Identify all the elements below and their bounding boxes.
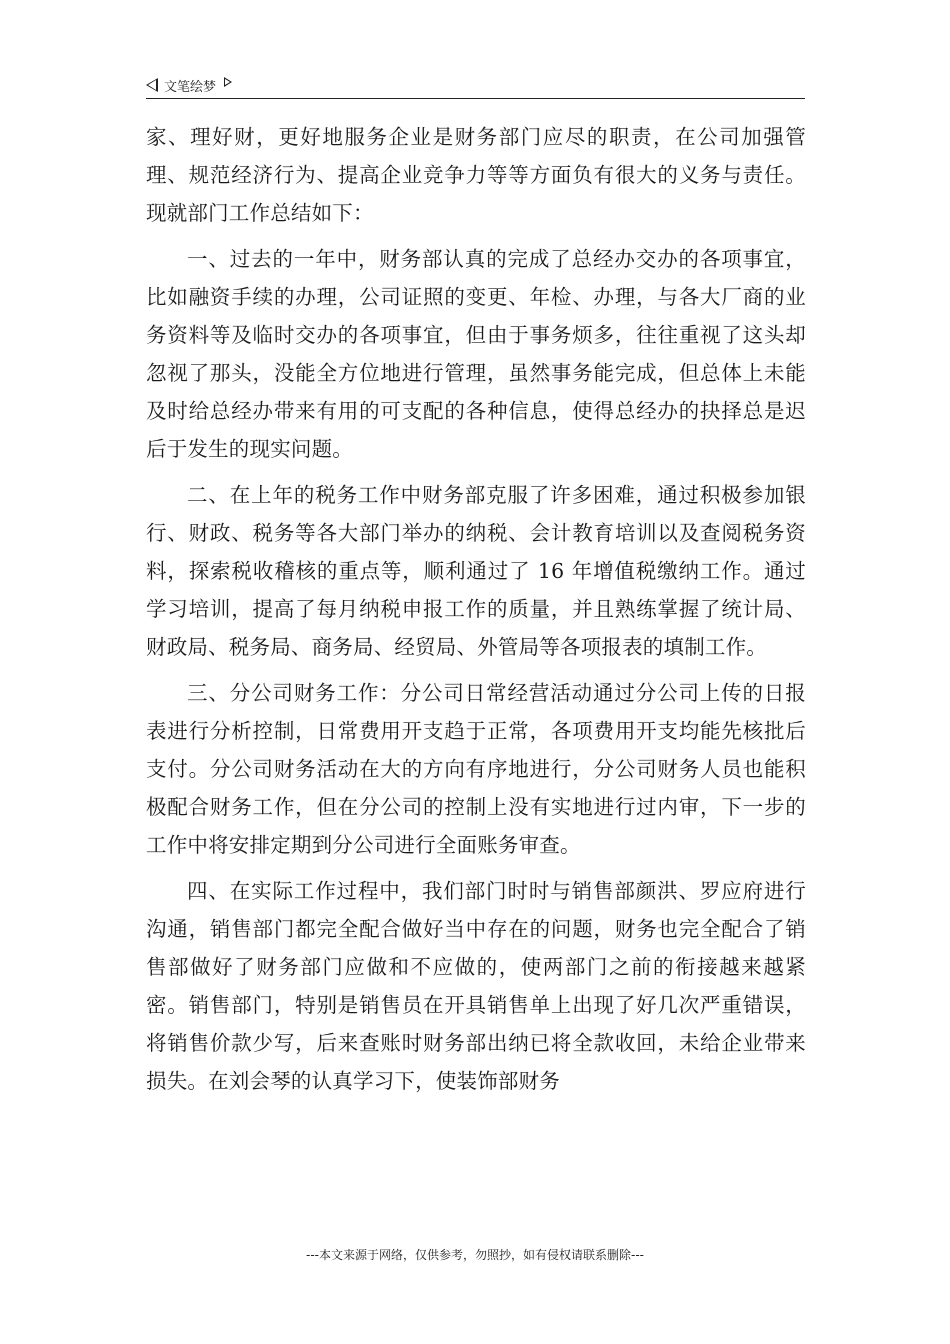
page-header <box>146 72 805 99</box>
triangle-left-icon <box>146 78 158 92</box>
paragraph-section-4: 四、在实际工作过程中，我们部门时时与销售部颜洪、罗应府进行沟通，销售部门都完全配合做好当中存在的问题，财务也完全配合了销售部做好了财务部门应做和不应做的，使两部门之前的衔接越来越紧密。销售部门，特别是销售员在开具销售单上出现了好几次严重错误，将销售价款少写，后来查账时财务部出纳已将全款收回，未给企业带来损失。在刘会琴的认真学习下，使装饰部财务 <box>146 879 806 1093</box>
document-body <box>146 118 806 1108</box>
paragraph-section-1: 一、过去的一年中，财务部认真的完成了总经办交办的各项事宜，比如融资手续的办理，公司证照的变更、年检、办理，与各大厂商的业务资料等及临时交办的各项事宜，但由于事务烦多，往往重视了这头却忽视了那头，没能全方位地进行管理，虽然事务能完成，但总体上未能及时给总经办带来有用的可支配的各种信息，使得总经办的抉择总是迟后于发生的现实问题。 <box>146 247 806 461</box>
triangle-right-icon <box>224 77 232 87</box>
paragraph-section-3: 三、分公司财务工作：分公司日常经营活动通过分公司上传的日报表进行分析控制，日常费用开支趋于正常，各项费用开支均能先核批后支付。分公司财务活动在大的方向有序地进行，分公司财务人员也能积极配合财务工作，但在分公司的控制上没有实地进行过内审，下一步的工作中将安排定期到分公司进行全面账务审查。 <box>146 681 806 857</box>
paragraph-intro: 家、理好财，更好地服务企业是财务部门应尽的职责，在公司加强管理、规范经济行为、提高企业竞争力等等方面负有很大的义务与责任。现就部门工作总结如下： <box>146 125 806 225</box>
page-footer-notice: ---本文来源于网络，仅供参考，勿照抄，如有侵权请联系删除--- <box>306 1248 644 1262</box>
paragraph-section-2: 二、在上年的税务工作中财务部克服了许多困难，通过积极参加银行、财政、税务等各大部门举办的纳税、会计教育培训以及查阅税务资料，探索税收稽核的重点等，顺利通过了 16 年增值税缴纳工作。通过学习培训，提高了每月纳税申报工作的质量，并且熟练掌握了统计局、财政局、税务局、商务局、经贸局、外管局等各项报表的填制工作。 <box>146 483 806 659</box>
header-brand: 文笔绘梦 <box>164 79 217 95</box>
